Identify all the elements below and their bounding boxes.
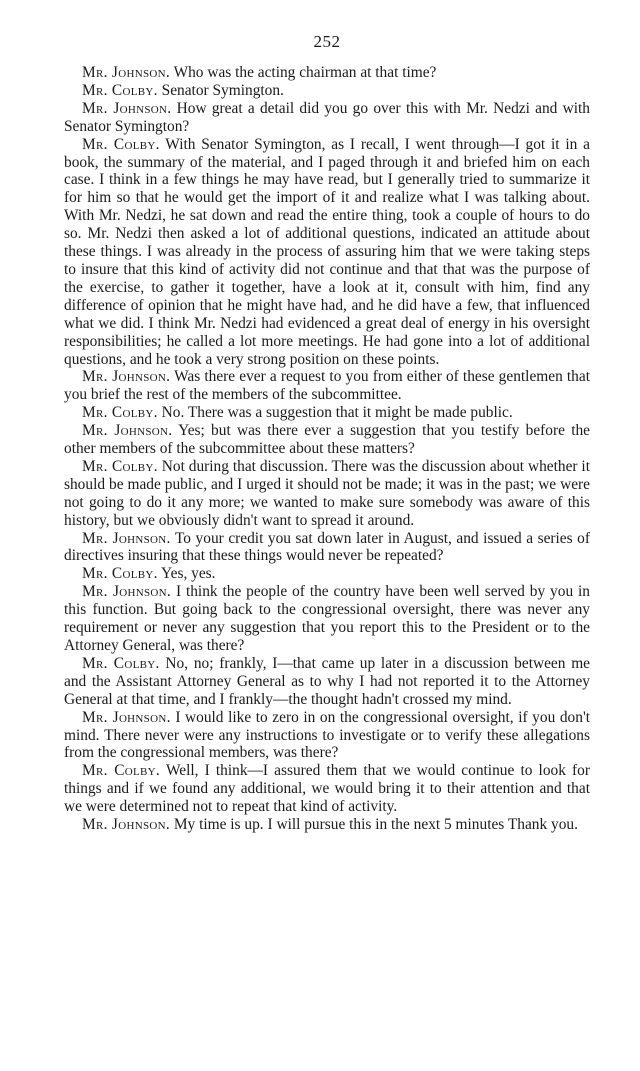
paragraph-text: How great a detail did you go over this with Mr. Nedzi and with Senator Symington? [64, 99, 590, 135]
speaker-name: Mr. Johnson. [82, 816, 170, 834]
speaker-name: Mr. Johnson. [82, 368, 171, 386]
paragraph [64, 709, 590, 763]
paragraph [64, 583, 590, 655]
speaker-name: Mr. Colby. [82, 654, 160, 672]
speaker-name: Mr. Johnson. [82, 583, 172, 601]
paragraph-text: No. There was a suggestion that it might be made public. [157, 404, 513, 422]
speaker-name: Mr. Johnson. [82, 529, 171, 547]
speaker-name: Mr. Johnson. [82, 99, 172, 117]
paragraph [64, 422, 590, 458]
paragraph [64, 82, 590, 100]
paragraph-text: Senator Symington. [157, 81, 284, 99]
speaker-name: Mr. Johnson. [82, 708, 171, 726]
paragraph-text: No, no; frankly, I—that came up later in a discussion between me and the Assistant Attorney General as to why I had not reported it to the Attorney General at that time, and I frankly—the thought hadn't crossed my mind. [64, 654, 590, 708]
speaker-name: Mr. Johnson. [82, 422, 173, 440]
speaker-name: Mr. Johnson. [82, 64, 170, 81]
paragraph-text: Yes; but was there ever a suggestion that you testify before the other members of the subcommittee about these matters? [64, 422, 590, 458]
paragraph-text: I think the people of the country have been well served by you in this function. But going back to the congressional oversight, there was never any requirement or never any suggestion that you report this to the President or to the Attorney General, was there? [64, 583, 591, 654]
speaker-name: Mr. Colby. [82, 457, 158, 475]
paragraph-text: Was there ever a request to you from either of these gentlemen that you brief the rest of the members of the subcommittee. [64, 368, 590, 404]
paragraph [64, 655, 590, 709]
paragraph [64, 458, 590, 530]
paragraph [64, 100, 590, 136]
paragraph [64, 64, 590, 82]
paragraph-text: My time is up. I will pursue this in the next 5 minutes Thank you. [170, 816, 578, 834]
paragraph [64, 530, 590, 566]
paragraph [64, 762, 590, 816]
paragraph [64, 816, 590, 834]
paragraph [64, 404, 590, 422]
speaker-name: Mr. Colby. [82, 762, 161, 780]
paragraph [64, 136, 590, 369]
paragraph-text: To your credit you sat down later in August, and issued a series of directives insuring that these things would never be repeated? [64, 529, 590, 565]
paragraph-text: I would like to zero in on the congressional oversight, if you don't mind. There never were any instructions to investigate or to verify these allegations from the congressional members, was there? [64, 708, 590, 762]
speaker-name: Mr. Colby. [82, 135, 160, 153]
transcript-body [64, 64, 590, 834]
speaker-name: Mr. Colby. [82, 565, 158, 583]
paragraph-text: With Senator Symington, as I recall, I went through—I got it in a book, the summary of the material, and I paged through it and briefed him on each case. I think in a few things he may have read, but I generally tried to summarize it for him so that he would get the import of it and realize what I was talking about. With Mr. Nedzi, he sat down and read the entire thing, took a couple of hours to do so. Mr. Nedzi then asked a lot of additional questions, indicated an attitude about these things. I was already in the process of assuring him that we were taking steps to insure that this kind of activity did not continue and that that was the purpose of the exercise, to gather it together, have a look at it, consult with him, find any difference of opinion that he might have had, and he did have a few, that influenced what we did. I think Mr. Nedzi had evidenced a great deal of energy in his oversight responsibilities; he called a lot more meetings. He had gone into a lot of additional questions, and he took a very strong position on these points. [64, 135, 590, 368]
paragraph-text: Well, I think—I assured them that we would continue to look for things and if we found any additional, we would bring it to their attention and that we were determined not to repeat that kind of activity. [64, 762, 590, 816]
speaker-name: Mr. Colby. [82, 404, 158, 422]
page-number: 252 [313, 32, 341, 51]
paragraph-text: Who was the acting chairman at that time? [170, 64, 437, 81]
paragraph-text: Yes, yes. [157, 565, 216, 583]
paragraph [64, 565, 590, 583]
speaker-name: Mr. Colby. [82, 81, 158, 99]
paragraph [64, 368, 590, 404]
paragraph-text: Not during that discussion. There was the discussion about whether it should be made public, and I urged it should not be made; it was in the past; we were not going to do it any more; we wanted to make sure somebody was aware of this history, but we obviously didn't want to spread it around. [64, 457, 590, 529]
